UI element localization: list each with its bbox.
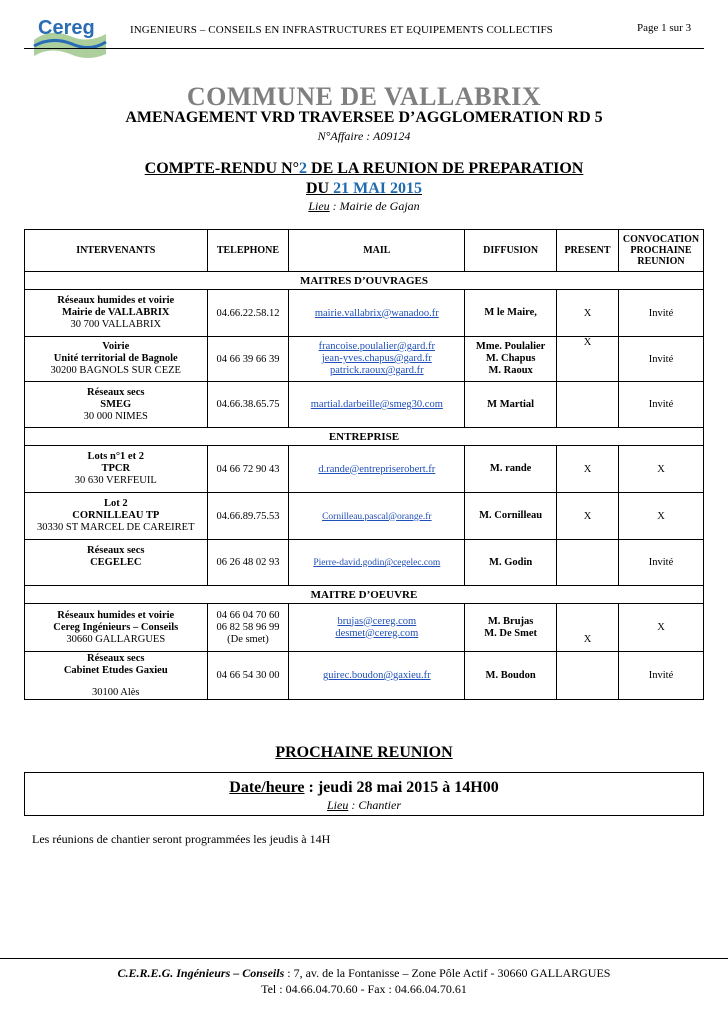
diffusion-cell: Mme. Poulalier M. Chapus M. Raoux xyxy=(465,337,557,382)
convocation-cell: Invité xyxy=(618,382,703,428)
mail-link[interactable]: mairie.vallabrix@wanadoo.fr xyxy=(314,307,439,319)
table-row xyxy=(25,290,704,337)
col-header: TELEPHONE xyxy=(207,230,289,272)
footer-divider xyxy=(0,958,728,959)
mail-link[interactable]: jean-yves.chapus@gard.fr xyxy=(321,353,432,364)
report-date: DU 21 MAI 2015 xyxy=(306,180,422,197)
diffusion-cell: M Martial xyxy=(465,382,557,428)
phone-cell: 04 66 04 70 60 06 82 58 96 99 (De smet) xyxy=(207,604,289,652)
table-header-row xyxy=(25,230,704,272)
present-cell: X xyxy=(557,604,619,652)
intervenant-cell: Réseaux secs Cabinet Etudes Gaxieu 30100 Alès xyxy=(25,652,208,700)
diffusion-cell: M. Cornilleau xyxy=(465,493,557,540)
phone-cell: 04 66 72 90 43 xyxy=(207,446,289,493)
section-row xyxy=(25,586,704,604)
header-title: INGENIEURS – CONSEILS EN INFRASTRUCTURES ET EQUIPEMENTS COLLECTIFS xyxy=(130,24,553,36)
intervenant-cell: Réseaux secs CEGELEC xyxy=(25,540,208,586)
report-title: COMPTE-RENDU N°2 DE LA REUNION DE PREPARATION xyxy=(144,160,584,177)
mail-link[interactable]: d.rande@entrepriserobert.fr xyxy=(318,463,436,475)
table-row xyxy=(25,493,704,540)
diffusion-cell: M. Godin xyxy=(465,540,557,586)
affaire-number: N°Affaire : A09124 xyxy=(317,129,411,143)
mail-link[interactable]: Cornilleau.pascal@orange.fr xyxy=(322,511,432,522)
convocation-cell: Invité xyxy=(618,540,703,586)
convocation-cell: Invité xyxy=(618,337,703,382)
diffusion-cell: M. Boudon xyxy=(465,652,557,700)
present-cell: X xyxy=(557,337,619,382)
footer-address: C.E.R.E.G. Ingénieurs – Conseils : 7, av. de la Fontanisse – Zone Pôle Actif - 30660 GALLARGUES xyxy=(117,966,611,980)
next-meeting-location: Lieu : Chantier xyxy=(326,798,401,812)
mail-link[interactable]: desmet@cereg.com xyxy=(335,627,419,639)
diffusion-cell: M le Maire, xyxy=(465,290,557,337)
mail-cell xyxy=(289,382,465,428)
present-cell: X xyxy=(557,493,619,540)
col-header: DIFFUSION xyxy=(465,230,557,272)
footer-contact: Tel : 04.66.04.70.60 - Fax : 04.66.04.70.61 xyxy=(261,982,467,996)
diffusion-cell: M. Brujas M. De Smet xyxy=(465,604,557,652)
mail-cell xyxy=(289,493,465,540)
section-label: ENTREPRISE xyxy=(25,428,704,446)
mail-cell xyxy=(289,446,465,493)
mail-cell xyxy=(289,604,465,652)
table-row xyxy=(25,337,704,382)
mail-cell xyxy=(289,652,465,700)
present-cell xyxy=(557,382,619,428)
convocation-cell: X xyxy=(618,493,703,540)
intervenant-cell: Réseaux humides et voirie Mairie de VALLABRIX 30 700 VALLABRIX xyxy=(25,290,208,337)
cereg-logo xyxy=(30,10,110,60)
convocation-cell: Invité xyxy=(618,290,703,337)
section-row xyxy=(25,272,704,290)
col-header: INTERVENANTS xyxy=(25,230,208,272)
col-header: MAIL xyxy=(289,230,465,272)
phone-cell: 06 26 48 02 93 xyxy=(207,540,289,586)
intervenant-cell: Réseaux secs SMEG 30 000 NIMES xyxy=(25,382,208,428)
commune-title: COMMUNE DE VALLABRIX xyxy=(186,82,542,111)
section-row xyxy=(25,428,704,446)
section-label: MAITRES D’OUVRAGES xyxy=(25,272,704,290)
phone-cell: 04 66 54 30 00 xyxy=(207,652,289,700)
project-title: AMENAGEMENT VRD TRAVERSEE D’AGGLOMERATION RD 5 xyxy=(125,109,603,126)
intervenant-cell: Voirie Unité territorial de Bagnole 30200 BAGNOLS SUR CEZE xyxy=(25,337,208,382)
mail-link[interactable]: patrick.raoux@gard.fr xyxy=(330,365,424,376)
mail-cell xyxy=(289,540,465,586)
next-meeting-title: PROCHAINE REUNION xyxy=(275,744,453,761)
table-row xyxy=(25,652,704,700)
present-cell: X xyxy=(557,290,619,337)
mail-link[interactable]: Pierre-david.godin@cegelec.com xyxy=(313,558,441,568)
mail-link[interactable]: guirec.boudon@gaxieu.fr xyxy=(323,670,431,681)
next-meeting-date: Date/heure : jeudi 28 mai 2015 à 14H00 xyxy=(229,779,499,796)
phone-cell: 04 66 39 66 39 xyxy=(207,337,289,382)
table-row xyxy=(25,446,704,493)
mail-cell xyxy=(289,290,465,337)
report-location: Lieu : Mairie de Gajan xyxy=(308,199,420,213)
next-meeting-box xyxy=(24,772,704,816)
section-label: MAITRE D’OEUVRE xyxy=(25,586,704,604)
phone-cell: 04.66.89.75.53 xyxy=(207,493,289,540)
schedule-note: Les réunions de chantier seront programmées les jeudis à 14H xyxy=(32,832,331,846)
present-cell xyxy=(557,540,619,586)
mail-link[interactable]: martial.darbeille@smeg30.com xyxy=(310,399,443,410)
table-row xyxy=(25,382,704,428)
col-header: CONVOCATION PROCHAINE REUNION xyxy=(618,230,703,272)
phone-cell: 04.66.38.65.75 xyxy=(207,382,289,428)
convocation-cell: X xyxy=(618,446,703,493)
diffusion-cell: M. rande xyxy=(465,446,557,493)
mail-link[interactable]: brujas@cereg.com xyxy=(337,615,417,627)
logo-text: Cereg xyxy=(38,17,95,39)
convocation-cell: Invité xyxy=(618,652,703,700)
mail-cell xyxy=(289,337,465,382)
intervenant-cell: Lots n°1 et 2 TPCR 30 630 VERFEUIL xyxy=(25,446,208,493)
convocation-cell: X xyxy=(618,604,703,652)
attendees-table xyxy=(24,229,704,700)
table-row xyxy=(25,540,704,586)
intervenant-cell: Lot 2 CORNILLEAU TP 30330 ST MARCEL DE CAREIRET xyxy=(25,493,208,540)
present-cell: X xyxy=(557,446,619,493)
mail-link[interactable]: francoise.poulalier@gard.fr xyxy=(318,341,435,352)
table-row xyxy=(25,604,704,652)
page-number: Page 1 sur 3 xyxy=(637,22,692,34)
header-divider xyxy=(24,48,704,49)
intervenant-cell: Réseaux humides et voirie Cereg Ingénieurs – Conseils 30660 GALLARGUES xyxy=(25,604,208,652)
phone-cell: 04.66.22.58.12 xyxy=(207,290,289,337)
present-cell xyxy=(557,652,619,700)
col-header: PRESENT xyxy=(557,230,619,272)
